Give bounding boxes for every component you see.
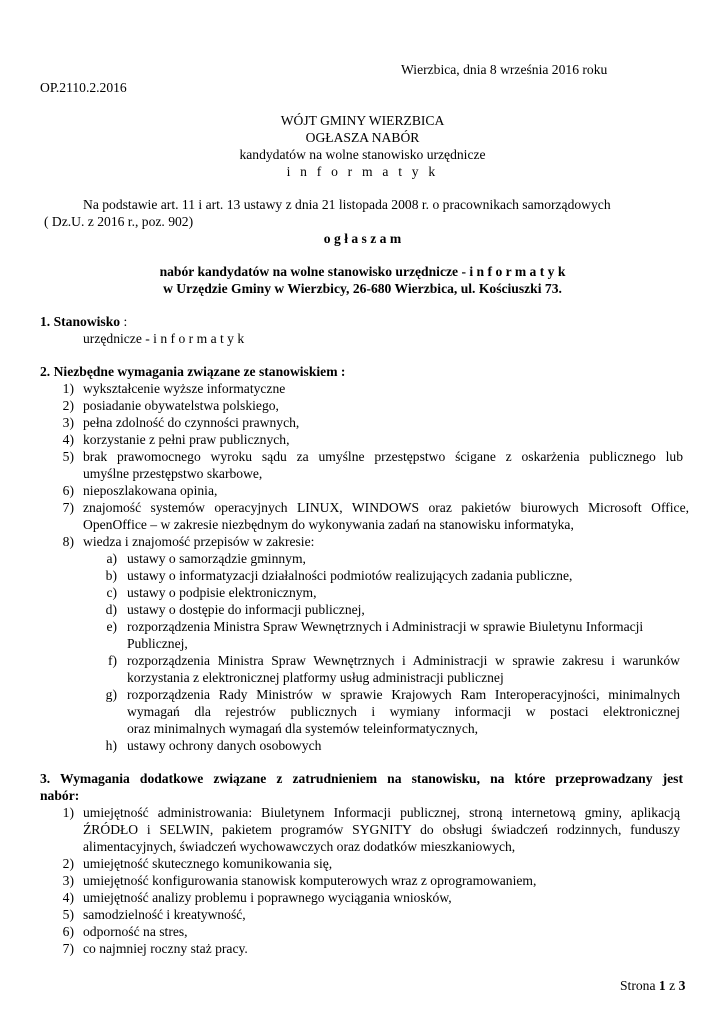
sublist-item-letter: e) [106,619,117,634]
list-item-number: 2) [62,398,74,413]
announce-bold-line-1: nabór kandydatów na wolne stanowisko urzędnicze - i n f o r m a t y k [159,264,566,279]
section-1-title: 1. Stanowisko [40,314,121,329]
list-item-number: 4) [62,432,74,447]
sublist-item-continuation: wymagań dla rejestrów publicznych i wymiany informacji w postaci elektronicznej [127,704,680,719]
sublist-item-letter: c) [106,585,117,600]
list-item-number: 3) [62,873,74,888]
sublist-item: ustawy o podpisie elektronicznym, [127,585,317,600]
list-item-continuation: ŹRÓDŁO i SELWIN, pakietem programów SYGNITY do obsługi świadczeń rodzinnych, funduszy [83,822,680,837]
list-item: umiejętność administrowania: Biuletynem Informacji publicznej, stroną internetową gminy, aplikacją [83,805,680,820]
section-1-heading [40,313,127,330]
section-3-heading: 3. Wymagania dodatkowe związane z zatrudnieniem na stanowisku, na które przeprowadzany jest [40,771,683,786]
sublist-item-letter: g) [105,687,117,702]
list-item: umiejętność analizy problemu i poprawnego wyciągania wniosków, [83,890,452,905]
list-item: wiedza i znajomość przepisów w zakresie: [83,534,315,549]
list-item: korzystanie z pełni praw publicznych, [83,432,290,447]
title-line-2: OGŁASZA NABÓR [305,130,420,145]
title-line-1: WÓJT GMINY WIERZBICA [280,113,445,128]
list-item: wykształcenie wyższe informatyczne [83,381,286,396]
list-item-number: 6) [62,483,74,498]
sublist-item: ustawy o informatyzacji działalności podmiotów realizujących zadania publiczne, [127,568,573,583]
list-item: pełna zdolność do czynności prawnych, [83,415,300,430]
sublist-item-letter: a) [106,551,117,566]
title-line-3: kandydatów na wolne stanowisko urzędnicze [239,147,486,162]
section-2-heading: 2. Niezbędne wymagania związane ze stanowiskiem : [40,364,346,379]
section-1-value: urzędnicze - i n f o r m a t y k [83,331,245,346]
list-item-number: 5) [62,449,74,464]
list-item: umiejętność skutecznego komunikowania się, [83,856,333,871]
page-number [620,977,685,994]
page-of: z [669,978,676,993]
sublist-item-continuation: oraz minimalnych wymagań dla systemów teleinformatycznych, [127,721,479,736]
current-page: 1 [658,978,666,993]
list-item-number: 2) [62,856,74,871]
sublist-item-continuation: korzystania z elektronicznej platformy usług administracji publicznej [127,670,504,685]
section-3-heading-continuation: nabór: [40,788,80,803]
place-date: Wierzbica, dnia 8 września 2016 roku [401,62,608,77]
list-item-number: 1) [62,805,74,820]
list-item-number: 1) [62,381,74,396]
list-item: brak prawomocnego wyroku sądu za umyślne przestępstwo ścigane z oskarżenia publicznego lub [83,449,683,464]
list-item-number: 5) [62,907,74,922]
section-1-colon: : [120,314,128,329]
sublist-item: rozporządzenia Ministra Spraw Wewnętrznych i Administracji w sprawie zakresu i warunków [127,653,680,668]
title-line-4: i n f o r m a t y k [286,164,439,179]
list-item: odporność na stres, [83,924,188,939]
sublist-item-letter: f) [107,653,117,668]
list-item-number: 3) [62,415,74,430]
reference-number: OP.2110.2.2016 [40,80,127,95]
sublist-item-letter: d) [105,602,117,617]
list-item-continuation: OpenOffice – w zakresie niezbędnym do wykonywania zadań na stanowisku informatyka, [83,517,574,532]
sublist-item: ustawy ochrony danych osobowych [127,738,322,753]
sublist-item-continuation: Publicznej, [127,636,188,651]
sublist-item-letter: h) [105,738,117,753]
sublist-item: ustawy o samorządzie gminnym, [127,551,306,566]
announce-bold-line-2: w Urzędzie Gminy w Wierzbicy, 26-680 Wierzbica, ul. Kościuszki 73. [163,281,562,296]
list-item: znajomość systemów operacyjnych LINUX, WINDOWS oraz pakietów biurowych Microsoft Office, [83,500,689,515]
sublist-item: rozporządzenia Ministra Spraw Wewnętrznych i Administracji w sprawie Biuletynu Informacji [127,619,644,634]
intro-line-2: ( Dz.U. z 2016 r., poz. 902) [44,214,194,229]
list-item-continuation: alimentacyjnych, świadczeń wychowawczych oraz dodatków mieszkaniowych, [83,839,516,854]
list-item: posiadanie obywatelstwa polskiego, [83,398,279,413]
total-pages: 3 [678,978,686,993]
list-item: co najmniej roczny staż pracy. [83,941,248,956]
list-item-number: 7) [62,500,74,515]
list-item-number: 4) [62,890,74,905]
list-item-number: 7) [62,941,74,956]
sublist-item: ustawy o dostępie do informacji publicznej, [127,602,365,617]
page-label: Strona [620,978,656,993]
list-item-number: 8) [62,534,74,549]
sublist-item-letter: b) [105,568,117,583]
sublist-item: rozporządzenia Rady Ministrów w sprawie Krajowych Ram Interoperacyjności, minimalnych [127,687,680,702]
list-item: umiejętność konfigurowania stanowisk komputerowych wraz z oprogramowaniem, [83,873,537,888]
announce-word: o g ł a s z a m [323,231,402,246]
list-item-continuation: umyślne przestępstwo skarbowe, [83,466,263,481]
intro-line-1: Na podstawie art. 11 i art. 13 ustawy z dnia 21 listopada 2008 r. o pracownikach samorządowych [83,197,611,212]
list-item-number: 6) [62,924,74,939]
list-item: nieposzlakowana opinia, [83,483,218,498]
list-item: samodzielność i kreatywność, [83,907,246,922]
